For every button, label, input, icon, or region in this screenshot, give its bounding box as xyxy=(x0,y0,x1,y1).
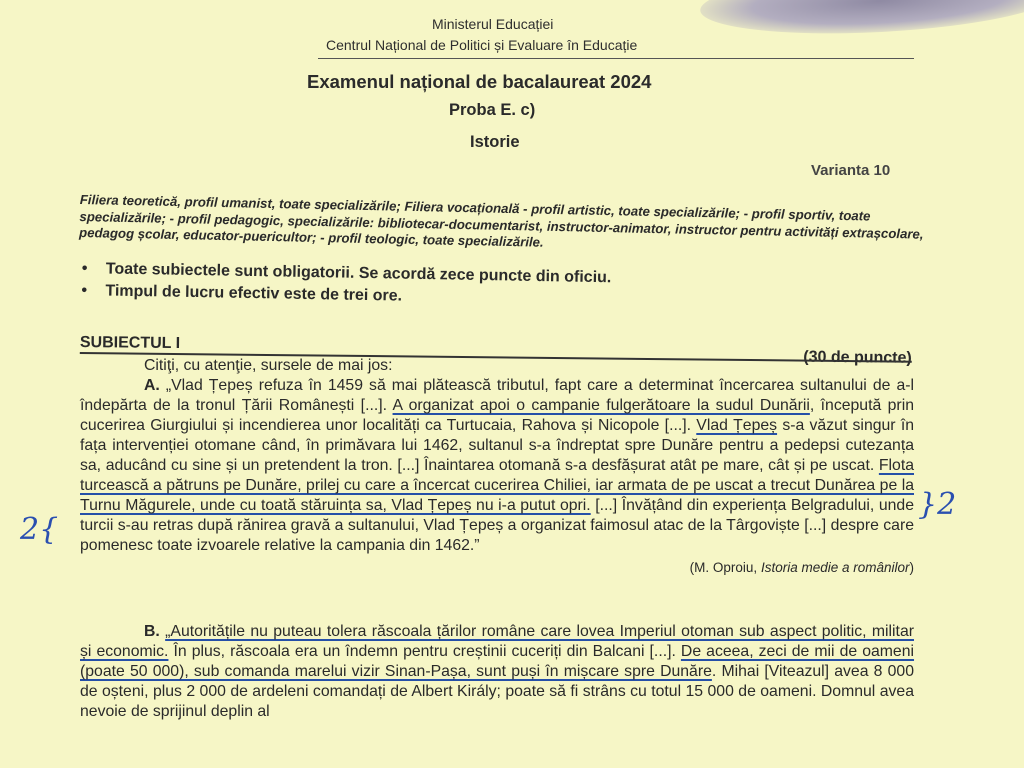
exam-title: Examenul național de bacalaureat 2024 xyxy=(307,71,652,92)
citation-book: Istoria medie a românilor xyxy=(760,560,910,575)
underlined-text: Vlad Țepeș xyxy=(696,417,778,434)
sources-intro: Citiţi, cu atenţie, sursele de mai jos: xyxy=(144,357,393,374)
exam-variant: Varianta 10 xyxy=(811,162,891,179)
source-a-text: [...] Învățând din experiența Belgradului, unde turcii s-au retras după rănirea gravă a sultanului, Vlad Țepeș a organizat faimosul atac de la Târgoviște [...] despre care pomenesc toate izvoarele relative la campania din 1462.” xyxy=(80,497,914,554)
filiera-text: Filiera teoretică, profil umanist, toate specializările; Filiera vocațională - profil artistic, toate specializările; - profil sportiv, toate specializările; - profil pedagogic, specializările: bibliotecar-documentarist, instructor-animator, instructor pentru activități extrașcolare, pedagog școlar, educator-puericultor; - profil teologic, toate specializările. xyxy=(78,192,924,250)
underlined-text: „Autoritățile nu puteau tolera răscoala țărilor române care lovea Imperiul otoman sub aspect politic, militar și economic. xyxy=(80,623,914,660)
sources-body xyxy=(80,356,914,722)
source-b-label: B. xyxy=(144,623,160,640)
underlined-text: A organizat apoi o campanie fulgerătoare la sudul Dunării xyxy=(392,397,810,414)
rules-list xyxy=(79,258,920,317)
source-a-label: A. xyxy=(144,377,160,394)
source-a-paragraph xyxy=(80,376,914,556)
exam-proba: Proba E. c) xyxy=(449,101,536,119)
rule-item: • Timpul de lucru efectiv este de trei ore. xyxy=(79,280,919,317)
source-b-text: . Mihai [Viteazul] avea 8 000 de oșteni, plus 2 000 de ardeleni comandați de Albert Király; poate să fi strâns cu totul 15 000 de oameni. Domnul avea nevoie de sprijinul deplin al xyxy=(80,663,914,720)
handwritten-annotation-left: 2{ xyxy=(20,512,59,547)
source-a-text: , începută prin cucerirea Giurgiului și incendierea unor localități ca Turtucaia, Rahova și Nicopole [...]. xyxy=(80,397,914,434)
source-a-text: „Vlad Țepeș refuza în 1459 să mai plătească tributul, fapt care a determinat încercarea sultanului de a-l îndepărta de la tronul Țării Românești [...]. xyxy=(80,377,915,414)
rule-item: • Toate subiectele sunt obligatorii. Se acordă zece puncte din oficiu. xyxy=(80,258,920,295)
center-name: Centrul Național de Politici și Evaluare în Educație xyxy=(326,37,638,53)
underlined-text: De aceea, zeci de mii de oameni (poate 50 000), sub comanda marelui vizir Sinan-Pașa, sunt puși în mișcare spre Dunăre xyxy=(80,643,915,680)
section-title: SUBIECTUL I xyxy=(79,334,181,353)
ink-smudge xyxy=(699,0,1024,41)
underlined-text: Flota turcească a pătruns pe Dunăre, prilej cu care a încercat cucerirea Chiliei, iar armata de pe uscat a trecut Dunărea pe la Turnu Măgurele, unde cu toată stăruința sa, Vlad Țepeș nu i-a putut opri. xyxy=(80,457,914,514)
exam-subject: Istorie xyxy=(470,133,520,151)
source-a-text: s-a văzut singur în fața intervenției otomane când, în primăvara lui 1462, sultanul s-a îndreptat spre Dunăre pentru a pedepsi cutezanța sa, aducând cu sine și un pretendent la tron. [...] Înaintarea otomană s-a desfășurat atât pe mare, cât și pe uscat. xyxy=(80,417,914,474)
source-b-text: În plus, răscoala era un îndemn pentru creștinii cuceriți din Balcani [...]. xyxy=(168,643,681,660)
header-divider xyxy=(318,58,914,59)
handwritten-annotation-right: }2 xyxy=(918,487,957,522)
source-b-paragraph xyxy=(80,622,914,722)
source-a-citation xyxy=(80,558,914,578)
section-points: (30 de puncte) xyxy=(803,348,912,367)
citation-close: ) xyxy=(909,560,914,575)
ministry-name: Ministerul Educației xyxy=(432,16,554,32)
citation-author: (M. Oproiu, xyxy=(689,560,761,575)
